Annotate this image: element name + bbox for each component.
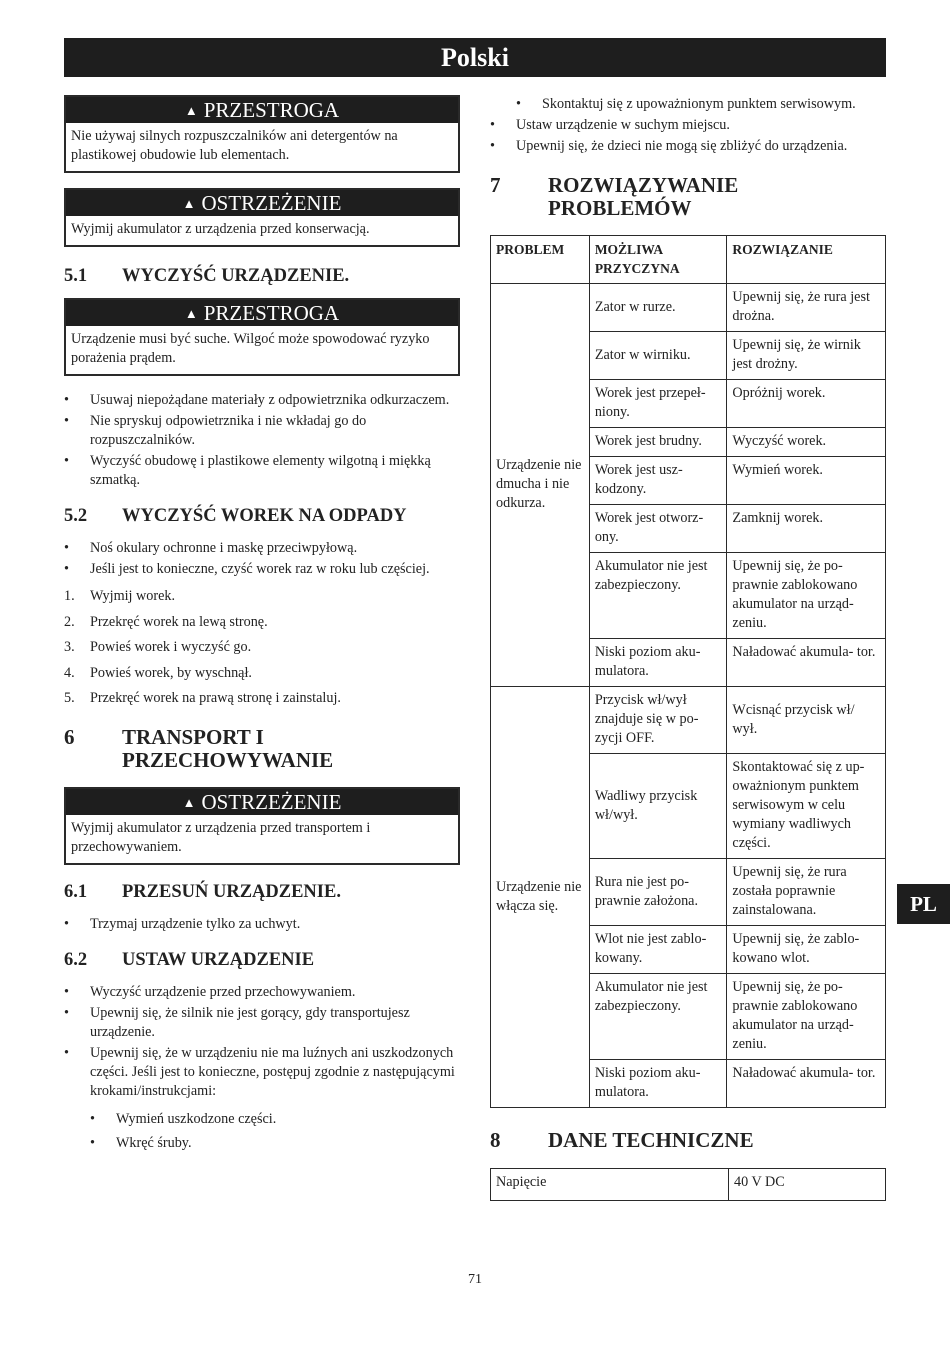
section-title: WYCZYŚĆ URZĄDZENIE. (122, 266, 350, 286)
notice-header (66, 190, 458, 216)
tech-value-cell: 40 V DC (729, 1169, 886, 1201)
cause-cell: Zator w wirniku. (589, 332, 727, 380)
tech-data-table (490, 1168, 886, 1201)
step-number: 4. (64, 664, 75, 681)
list-item: • Usuwaj niepożądane materiały z odpowietrznika odkurzaczem. (64, 391, 460, 410)
solution-cell: Skontaktować się z up- oważnionym punktem serwisowym w celu wymiany wadliwych części. (727, 754, 886, 859)
table-header-row (491, 236, 886, 284)
solution-cell: Naładować akumula- tor. (727, 639, 886, 687)
list-item: • Upewnij się, że silnik nie jest gorący, gdy transportujesz urządzenie. (64, 1004, 460, 1042)
warning-triangle-icon: ▲ (182, 196, 196, 211)
warning-box (64, 188, 460, 247)
section-number: 5.1 (64, 266, 88, 286)
caution-box (64, 298, 460, 376)
solution-cell: Upewnij się, że rura jest drożna. (727, 284, 886, 332)
section-title: PRZESUŃ URZĄDZENIE. (122, 882, 341, 903)
cause-cell: Wadliwy przycisk wł/wył. (589, 754, 727, 859)
bullet-list (64, 539, 460, 579)
step-number: 2. (64, 613, 75, 630)
list-item (64, 613, 460, 632)
notice-title: OSTRZEŻENIE (201, 191, 342, 215)
table-row (491, 284, 886, 332)
list-item: • Ustaw urządzenie w suchym miejscu. (490, 116, 886, 135)
list-item (64, 587, 460, 606)
warning-triangle-icon: ▲ (182, 795, 196, 811)
notice-text: Urządzenie musi być suche. Wilgoć może spowodować ryzyko porażenia prądem. (71, 331, 430, 366)
list-item: • Nie spryskuj odpowietrznika i nie wkładaj go do rozpuszczalników. (64, 412, 460, 450)
list-item: • Skontaktuj się z upoważnionym punktem serwisowym. (516, 95, 886, 114)
chapter-number: 8 (490, 1128, 501, 1152)
cause-cell: Zator w rurze. (589, 284, 727, 332)
notice-title: PRZESTROGA (203, 301, 340, 325)
section-number: 5.2 (64, 506, 88, 526)
section-title: WYCZYŚĆ WOREK NA ODPADY (122, 506, 407, 526)
bullet-list (64, 391, 460, 490)
section-number: 6.2 (64, 950, 88, 971)
step-text: Powieś worek, by wyschnął. (90, 664, 252, 681)
list-item: • Wymień uszkodzone części. (90, 1110, 460, 1129)
bullet-list (64, 983, 460, 1101)
column-header: ROZWIĄZANIE (727, 236, 886, 284)
solution-cell: Wymień worek. (727, 457, 886, 505)
notice-text: Wyjmij akumulator z urządzenia przed transportem i przechowywaniem. (71, 820, 371, 856)
list-item: • Upewnij się, że dzieci nie mogą się zbliżyć do urządzenia. (490, 137, 886, 156)
language-tab: PL (897, 884, 950, 924)
tech-label-cell: Napięcie (491, 1169, 729, 1201)
cause-cell: Worek jest brudny. (589, 428, 727, 457)
list-item (64, 664, 460, 683)
solution-cell: Zamknij worek. (727, 505, 886, 553)
solution-cell: Opróżnij worek. (727, 380, 886, 428)
section-heading (64, 266, 460, 287)
page-number: 71 (468, 1272, 482, 1287)
cause-cell: Przycisk wł/wył znajduje się w po- zycji OFF. (589, 687, 727, 754)
step-text: Wyjmij worek. (90, 588, 176, 604)
cause-cell: Wlot nie jest zablo- kowany. (589, 926, 727, 974)
list-item: • Upewnij się, że w urządzeniu nie ma luźnych ani uszkodzonych części. Jeśli jest to konieczne, postępuj zgodnie z następującymi krokami/instrukcjami: (64, 1044, 460, 1101)
solution-cell: Upewnij się, że zablo- kowano wlot. (727, 926, 886, 974)
cause-cell: Niski poziom aku- mulatora. (589, 1060, 727, 1108)
notice-title: OSTRZEŻENIE (201, 790, 342, 815)
cause-cell: Worek jest otworz- ony. (589, 505, 727, 553)
list-item: • Noś okulary ochronne i maskę przeciwpyłową. (64, 539, 460, 558)
notice-text: Nie używaj silnych rozpuszczalników ani detergentów na plastikowej obudowie lub elementach. (71, 128, 398, 163)
caution-box (64, 95, 460, 173)
section-number: 6.1 (64, 882, 88, 903)
numbered-list (64, 587, 460, 708)
cause-cell: Worek jest usz- kodzony. (589, 457, 727, 505)
cause-cell: Akumulator nie jest zabezpieczony. (589, 553, 727, 639)
solution-cell: Wyczyść worek. (727, 428, 886, 457)
warning-triangle-icon: ▲ (184, 306, 198, 321)
solution-cell: Upewnij się, że wirnik jest drożny. (727, 332, 886, 380)
problem-cell: Urządzenie nie włącza się. (491, 687, 590, 1108)
list-item: • Wyczyść obudowę i plastikowe elementy wilgotną i miękką szmatką. (64, 452, 460, 490)
list-item: • Jeśli jest to konieczne, czyść worek raz w roku lub częściej. (64, 560, 460, 579)
list-item: • Trzymaj urządzenie tylko za uchwyt. (64, 915, 460, 934)
cause-cell: Rura nie jest po- prawnie założona. (589, 859, 727, 926)
bullet-list (490, 116, 886, 156)
section-title: USTAW URZĄDZENIE (122, 950, 315, 971)
solution-cell: Upewnij się, że po- prawnie zablokowano akumulator na urząd- zeniu. (727, 553, 886, 639)
solution-cell: Naładować akumula- tor. (727, 1060, 886, 1108)
section-heading (64, 950, 460, 971)
bullet-list (64, 915, 460, 934)
step-number: 5. (64, 690, 75, 707)
right-column (490, 95, 886, 1201)
step-number: 1. (64, 588, 75, 604)
step-text: Powieś worek i wyczyść go. (90, 639, 252, 656)
chapter-number: 6 (64, 725, 75, 750)
list-item: • Wkręć śruby. (90, 1134, 460, 1153)
notice-text: Wyjmij akumulator z urządzenia przed konserwacją. (71, 221, 370, 237)
chapter-title: TRANSPORT I PRZECHOWYWANIE (122, 725, 334, 773)
troubleshooting-table (490, 235, 886, 1108)
list-item: • Wyczyść urządzenie przed przechowywaniem. (64, 983, 460, 1002)
table-row (491, 687, 886, 754)
solution-cell: Upewnij się, że rura została poprawnie zainstalowana. (727, 859, 886, 926)
section-heading (64, 882, 460, 903)
warning-triangle-icon: ▲ (184, 103, 198, 118)
step-text: Przekręć worek na lewą stronę. (90, 613, 268, 630)
column-header: PROBLEM (491, 236, 590, 284)
notice-header (66, 300, 458, 326)
section-heading (64, 506, 460, 527)
cause-cell: Niski poziom aku- mulatora. (589, 639, 727, 687)
problem-cell: Urządzenie nie dmucha i nie odkurza. (491, 284, 590, 687)
page-header (64, 38, 886, 77)
sub-bullet-list (490, 95, 886, 114)
list-item (64, 689, 460, 708)
warning-box (64, 787, 460, 865)
column-header: MOŻLIWA PRZYCZYNA (589, 236, 727, 284)
chapter-title: DANE TECHNICZNE (548, 1128, 754, 1152)
chapter-heading (490, 174, 790, 220)
notice-header (66, 789, 458, 815)
step-text: Przekręć worek na prawą stronę i zainstaluj. (90, 690, 341, 707)
chapter-heading (64, 726, 364, 772)
page-title: Polski (441, 43, 509, 72)
cause-cell: Akumulator nie jest zabezpieczony. (589, 974, 727, 1060)
chapter-heading (490, 1129, 886, 1152)
list-item (64, 638, 460, 657)
left-column (64, 95, 460, 1155)
sub-bullet-list (64, 1110, 460, 1153)
step-number: 3. (64, 639, 75, 656)
notice-header (66, 97, 458, 123)
cause-cell: Worek jest przepeł- niony. (589, 380, 727, 428)
notice-title: PRZESTROGA (203, 98, 340, 122)
solution-cell: Wcisnąć przycisk wł/ wył. (727, 687, 886, 754)
table-row (491, 1169, 886, 1201)
chapter-number: 7 (490, 173, 501, 197)
solution-cell: Upewnij się, że po- prawnie zablokowano akumulator na urząd- zeniu. (727, 974, 886, 1060)
chapter-title: ROZWIĄZYWANIE PROBLEMÓW (548, 173, 739, 220)
